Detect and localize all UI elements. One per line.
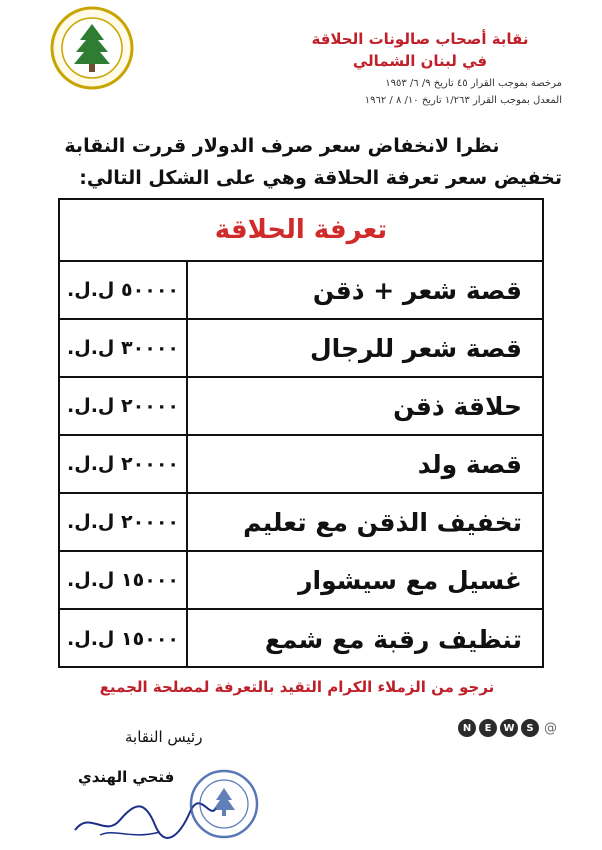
news-watermark-badge	[458, 716, 557, 740]
news-letter: W	[500, 719, 518, 737]
service-cell: تنظيف رقبة مع شمع	[264, 624, 522, 654]
president-label: رئيس النقابة	[125, 728, 203, 746]
table-row	[60, 494, 542, 552]
price-cell: ٣٠٠٠٠ ل.ل.	[60, 320, 188, 376]
news-letter: N	[458, 719, 476, 737]
president-name: فتحي الهندي	[78, 768, 175, 786]
price-cell: ١٥٠٠٠ ل.ل.	[60, 610, 188, 668]
service-cell: قصة ولد	[417, 449, 522, 479]
org-name: نقابة أصحاب صالونات الحلاقة	[311, 30, 529, 48]
service-cell: حلاقة ذقن	[393, 391, 522, 421]
news-letter: E	[479, 719, 497, 737]
service-cell: قصة شعر + ذقن	[312, 275, 522, 305]
price-cell: ٢٠٠٠٠ ل.ل.	[60, 436, 188, 492]
notice-text: نرجو من الزملاء الكرام التقيد بالتعرفة لمصلحة الجميع	[99, 678, 495, 696]
service-cell: غسيل مع سيشوار	[298, 565, 522, 595]
service-cell: قصة شعر للرجال	[309, 333, 522, 363]
table-row	[60, 262, 542, 320]
union-stamp	[188, 768, 260, 840]
org-region: في لبنان الشمالي	[352, 52, 488, 70]
table-row	[60, 552, 542, 610]
service-cell: تخفيف الذقن مع تعليم	[243, 507, 522, 537]
at-icon: @	[544, 720, 557, 736]
table-row	[60, 320, 542, 378]
license-line-1: مرخصة بموجب القرار ٤٥ تاريخ ٩/ ٦/ ١٩٥٣	[385, 78, 562, 89]
intro-line-2: تخفيض سعر تعرفة الحلاقة وهي على الشكل التالي:	[79, 167, 562, 189]
table-row	[60, 436, 542, 494]
price-cell: ٢٠٠٠٠ ل.ل.	[60, 378, 188, 434]
news-letter: S	[521, 719, 539, 737]
table-row	[60, 378, 542, 436]
intro-line-1: نظرا لانخفاض سعر صرف الدولار قررت النقابة	[64, 135, 500, 157]
table-row	[60, 610, 542, 668]
price-cell: ١٥٠٠٠ ل.ل.	[60, 552, 188, 608]
price-cell: ٥٠٠٠٠ ل.ل.	[60, 262, 188, 318]
union-logo-seal	[50, 6, 134, 90]
price-cell: ٢٠٠٠٠ ل.ل.	[60, 494, 188, 550]
license-line-2: المعدل بموجب القرار ١/٢٦٣ تاريخ ١٠/ ٨ / ١٩٦٢	[364, 95, 562, 106]
table-title: تعرفة الحلاقة	[60, 200, 542, 262]
price-table	[58, 198, 544, 668]
